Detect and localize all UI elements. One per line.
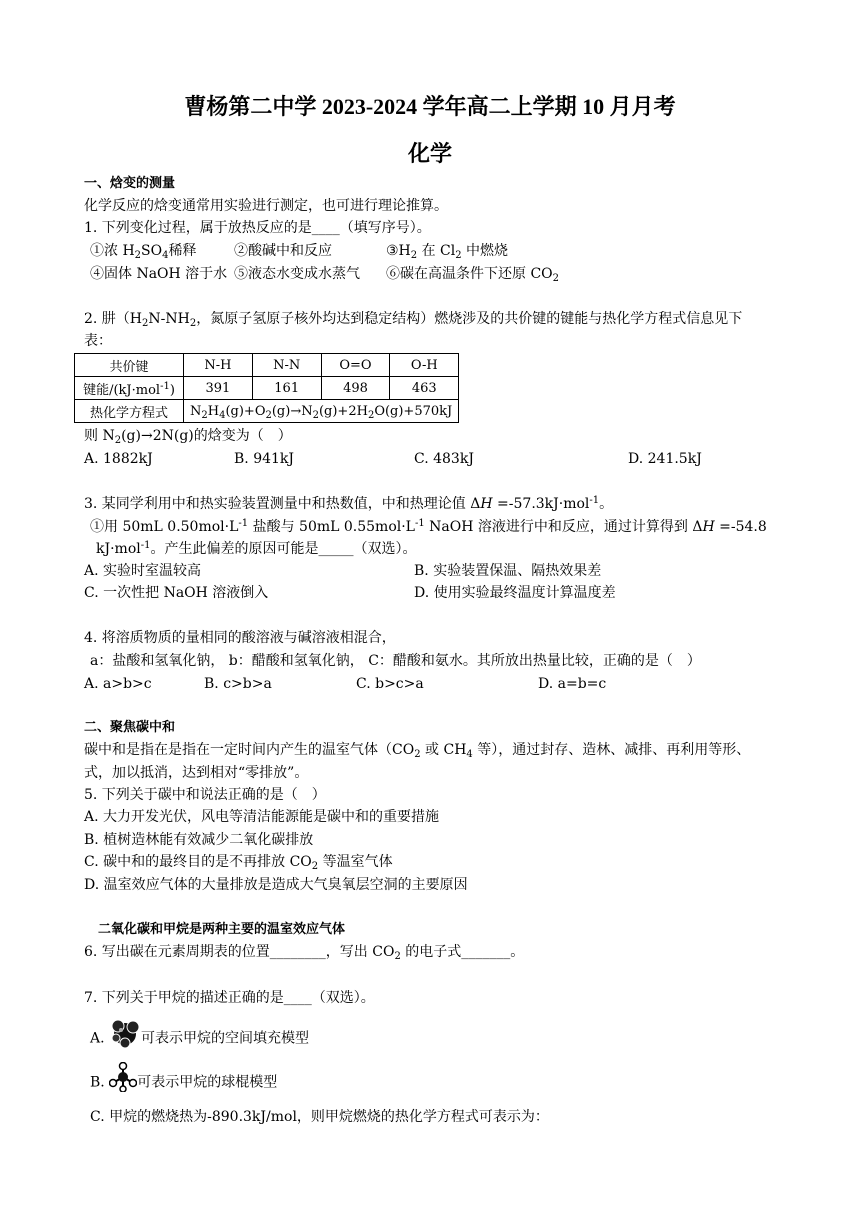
q7-option-b: B. 可表示甲烷的球棍模型 <box>90 1062 277 1103</box>
q3-option-c: C. 一次性把 NaOH 溶液倒入 <box>84 585 269 601</box>
section-intro-2-cont: 式，加以抵消，达到相对“零排放”。 <box>84 765 309 781</box>
question-2-ask: 则 $N_2(g)\to 2N(g)$的焓变为（ ） <box>84 428 292 446</box>
methane-space-filling-model-icon <box>109 1018 141 1059</box>
q5-option-c: C. 碳中和的最终目的是不再排放 $CO_2$ 等温室气体 <box>84 854 393 872</box>
question-4-detail: a：盐酸和氢氧化钠， b：醋酸和氢氧化钠， C：醋酸和氨水。其所放出热量比较，正确的是（ ） <box>90 653 701 669</box>
page-subtitle: 化学 <box>407 141 452 166</box>
methane-ball-and-stick-model-icon <box>109 1062 137 1103</box>
question-6: 6. 写出碳在元素周期表的位置________，写出 $CO_2$ 的电子式_______。 <box>84 944 525 962</box>
q3-option-d: D. 使用实验最终温度计算温度差 <box>414 585 616 601</box>
q1-option-6: ⑥碳在高温条件下还原 $CO_2$ <box>386 266 560 284</box>
q2-option-b: B. 941kJ <box>234 451 295 467</box>
q4-option-a: A. a>b>c <box>84 676 152 692</box>
section-heading-2: 二、聚焦碳中和 <box>84 720 176 735</box>
question-3-sub-cont: kJ·mol$^{-1}$。产生此偏差的原因可能是_____（双选）。 <box>96 540 417 557</box>
table-cell: 498 <box>321 377 390 400</box>
q4-option-b: B. c>b>a <box>204 676 272 692</box>
section-intro-1: 化学反应的焓变通常用实验进行测定，也可进行理论推算。 <box>84 198 448 214</box>
table-header-bond: 共价键 <box>75 354 184 377</box>
section-intro-2: 碳中和是指在是指在一定时间内产生的温室气体（$CO_2$ 或 $CH_4$ 等），通过封存、造林、减排、再利用等形、 <box>84 742 751 760</box>
table-header-nh: N-H <box>184 354 253 377</box>
q5-option-a: A. 大力开发光伏，风电等清洁能源能是碳中和的重要措施 <box>84 809 440 825</box>
question-3-stem: 3. 某同学利用中和热实验装置测量中和热数值，中和热理论值 ΔH =-57.3kJ·mol$^{-1}$。 <box>84 495 614 512</box>
section-heading-1: 一、焓变的测量 <box>84 176 176 191</box>
q4-option-c: C. b>c>a <box>356 676 424 692</box>
table-header-nn: N-N <box>252 354 321 377</box>
q3-option-b: B. 实验装置保温、隔热效果差 <box>414 563 602 579</box>
q5-option-d: D. 温室效应气体的大量排放是造成大气臭氧层空洞的主要原因 <box>84 877 468 893</box>
table-header-oh: O-H <box>390 354 459 377</box>
question-2-stem-cont: 表： <box>84 333 112 349</box>
question-4-stem: 4. 将溶质物质的量相同的酸溶液与碱溶液相混合， <box>84 630 396 646</box>
bond-energy-table <box>74 353 459 423</box>
q2-option-d: D. 241.5kJ <box>628 451 702 467</box>
q7-option-c: C. 甲烷的燃烧热为-890.3kJ/mol，则甲烷燃烧的热化学方程式可表示为： <box>90 1109 549 1125</box>
q7-option-a: A. 可表示甲烷的空间填充模型 <box>90 1018 309 1059</box>
question-7-stem: 7. 下列关于甲烷的描述正确的是____（双选）。 <box>84 990 375 1006</box>
table-row <box>75 400 459 423</box>
q1-option-3: $③H_2$ 在 $Cl_2$ 中燃烧 <box>386 243 509 261</box>
q2-option-c: C. 483kJ <box>414 451 474 467</box>
q1-option-5: ⑤液态水变成水蒸气 <box>234 266 360 282</box>
table-cell: 391 <box>184 377 253 400</box>
question-5-stem: 5. 下列关于碳中和说法正确的是（ ） <box>84 787 326 803</box>
table-row <box>75 377 459 400</box>
question-3-sub: ①用 50mL $0.50mol\cdot L^{-1}$ 盐酸与 50mL $0.55mol\cdot L^{-1}$ NaOH 溶液进行中和反应，通过计算得到 ΔH =-54.8 <box>90 518 767 535</box>
table-cell: 161 <box>252 377 321 400</box>
page-title: 曹杨第二中学 2023-2024 学年高二上学期 10 月月考 <box>184 94 676 119</box>
question-2-stem: 2. 肼（$H_2N-NH_2$，氮原子氢原子核外均达到稳定结构）燃烧涉及的共价键的键能与热化学方程式信息见下 <box>84 311 743 329</box>
table-row <box>75 354 459 377</box>
q5-option-b: B. 植树造林能有效减少二氧化碳排放 <box>84 832 314 848</box>
table-equation: $N_2H_4(g)+O_2(g)\to N_2(g)+2H_2O(g)+570kJ$ <box>184 400 459 423</box>
q1-option-2: ②酸碱中和反应 <box>234 243 332 259</box>
q3-option-a: A. 实验时室温较高 <box>84 563 202 579</box>
question-1-stem: 1. 下列变化过程，属于放热反应的是____（填写序号）。 <box>84 220 431 236</box>
q1-option-1: ①浓 $H_2SO_4$稀释 <box>90 243 197 261</box>
subsection-heading: 二氧化碳和甲烷是两种主要的温室效应气体 <box>98 922 346 937</box>
q2-option-a: A. 1882kJ <box>84 451 153 467</box>
table-header-oo: O=O <box>321 354 390 377</box>
table-cell: 463 <box>390 377 459 400</box>
table-label-equation: 热化学方程式 <box>75 400 184 423</box>
q1-option-4: ④固体 NaOH 溶于水 <box>90 266 228 282</box>
q4-option-d: D. a=b=c <box>538 676 607 692</box>
table-label-energy: 键能/(kJ·mol$^{-1}$) <box>75 377 184 400</box>
